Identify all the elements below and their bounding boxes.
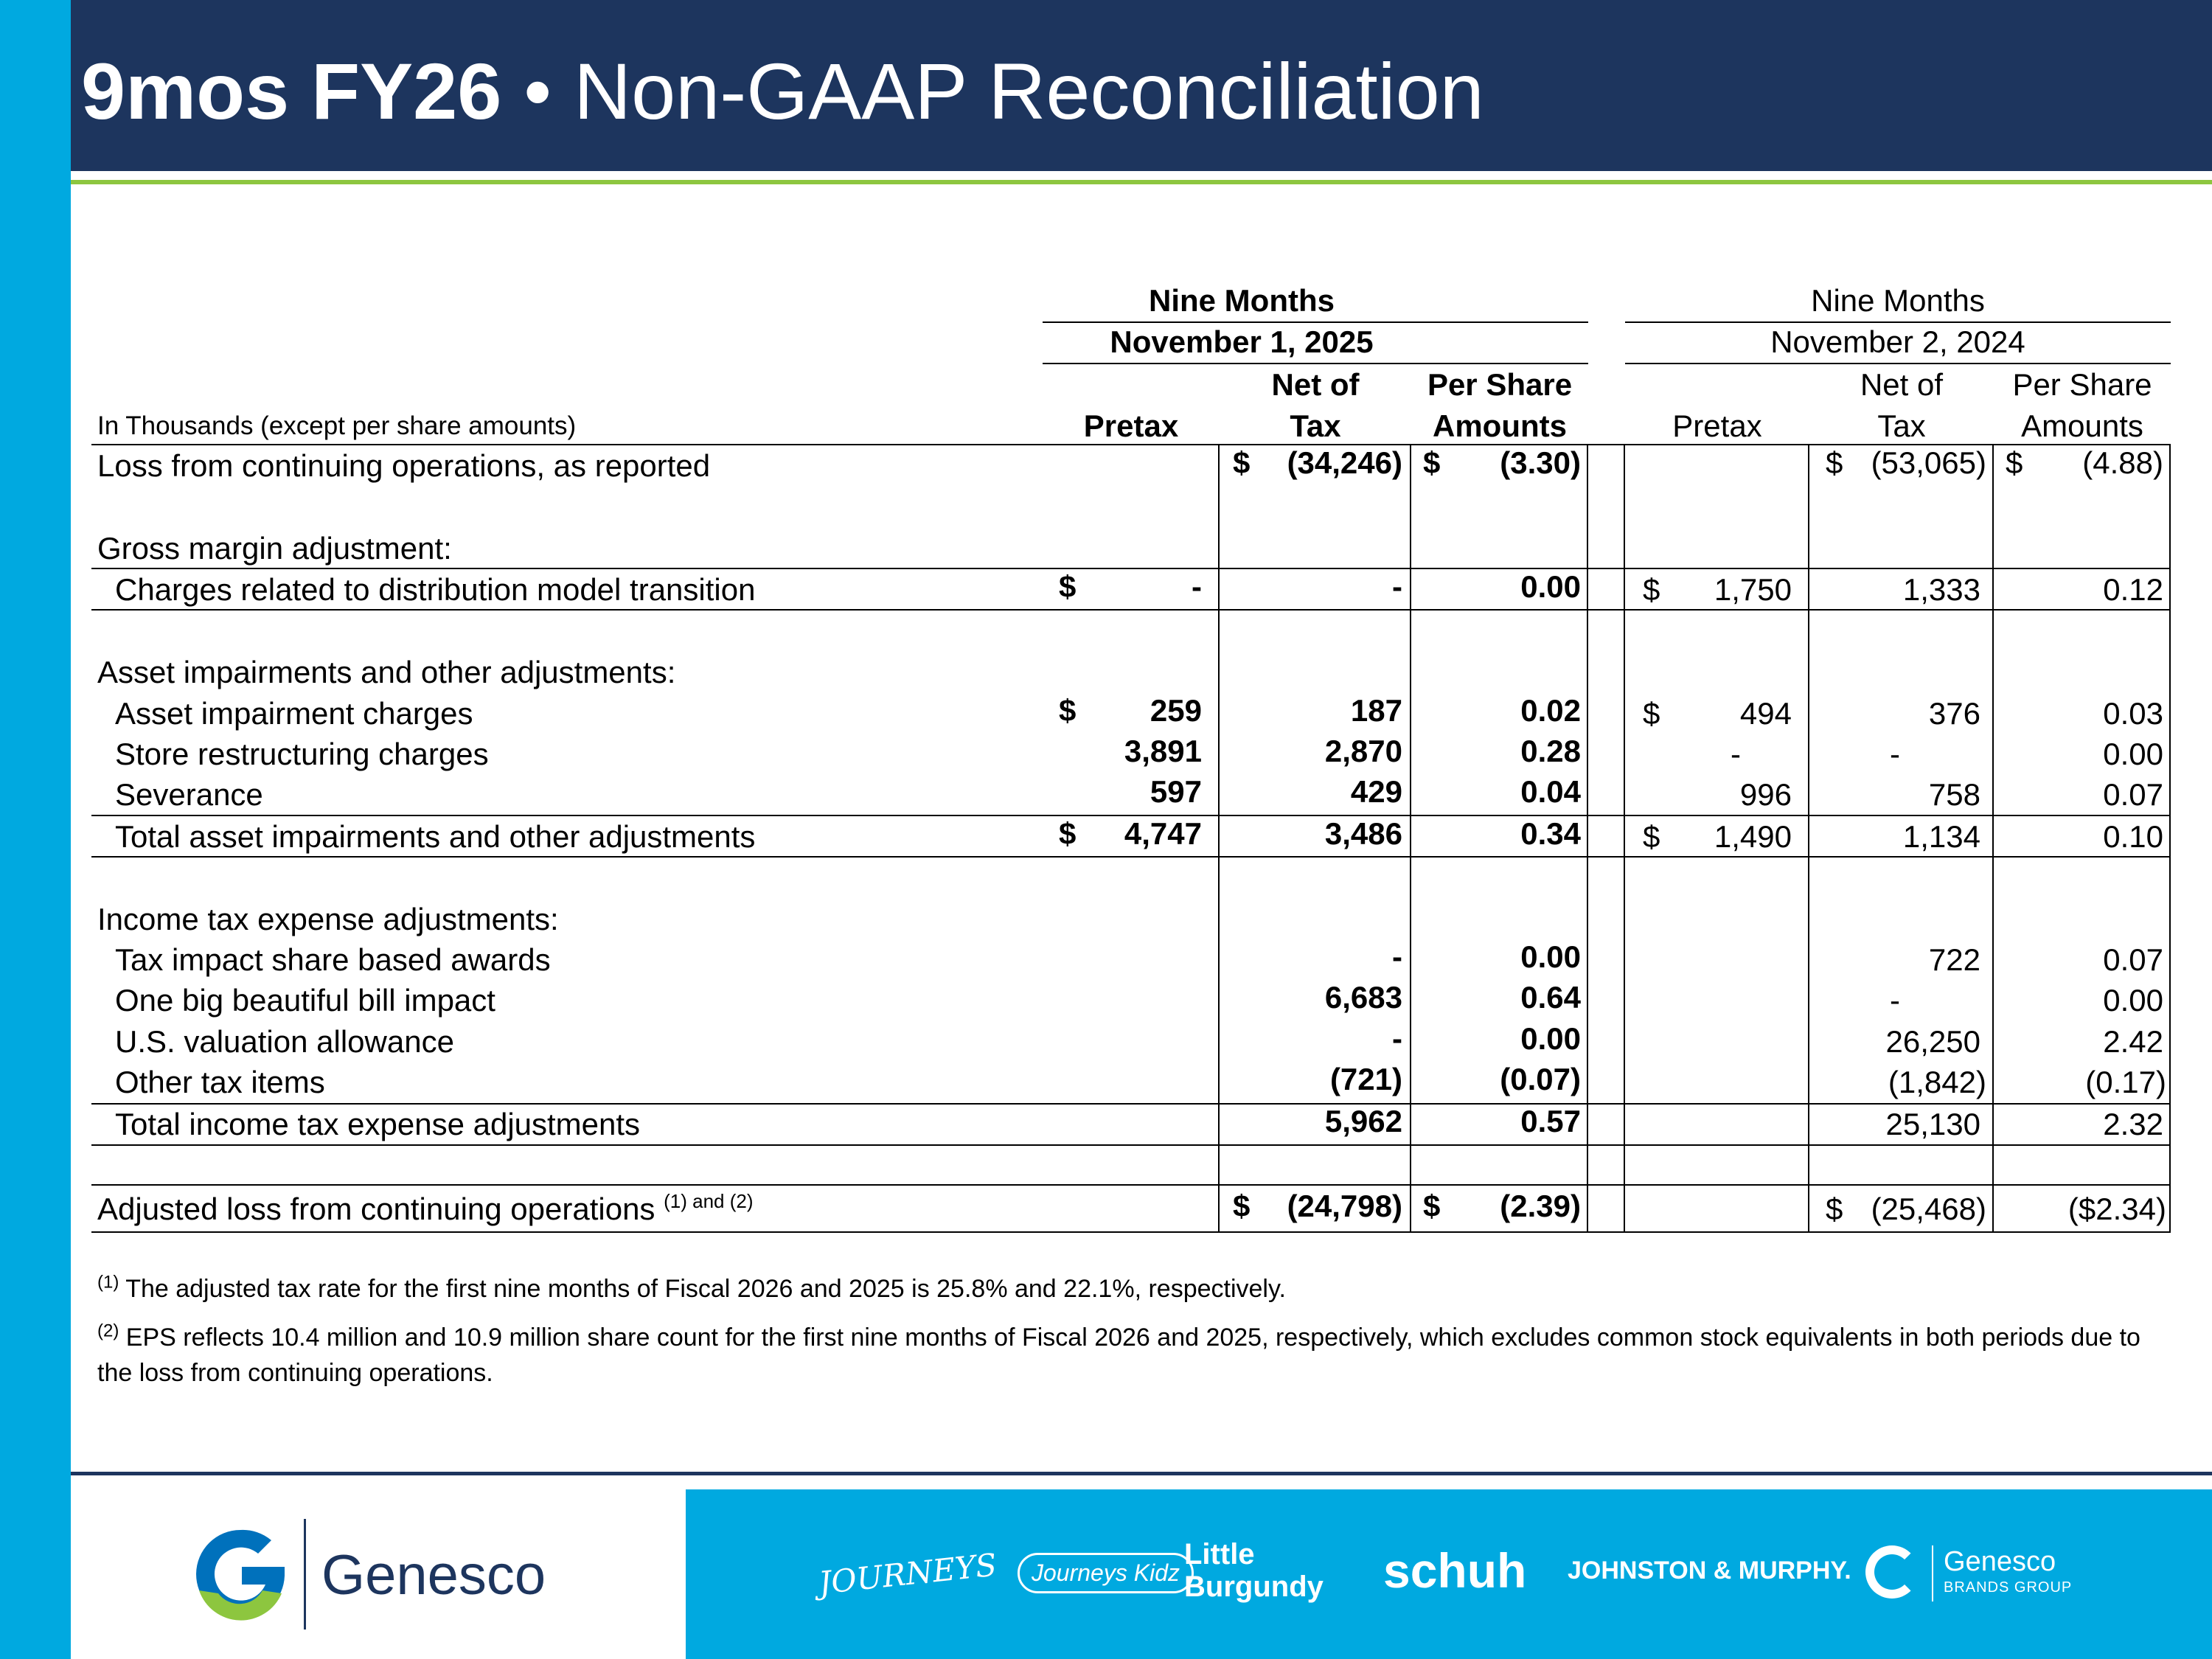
cell-net24: 25,130 [1885, 1107, 1980, 1141]
header-accent-line [71, 180, 2212, 184]
gbg-divider [1932, 1545, 1933, 1601]
cell-ps25: 0.64 [1520, 980, 1581, 1015]
col-pretax-2024: Pretax [1672, 408, 1762, 443]
brand-little: Little [1184, 1538, 1255, 1571]
col-net-top-2024: Net of [1860, 367, 1944, 402]
footer-brands-band [686, 1489, 2212, 1659]
cell-ps24: ($2.34) [2067, 1192, 2166, 1226]
vrule-ps24-right [2169, 444, 2171, 1231]
cell-ps25: 0.00 [1520, 939, 1581, 974]
cell-pre24: - [1731, 737, 1741, 771]
cell-ps24: (4.88) [2082, 445, 2163, 480]
cell-pre24: 1,490 [1714, 819, 1792, 854]
cell-ps25: 0.00 [1520, 1021, 1581, 1056]
cell-ps24: 0.07 [2103, 777, 2163, 812]
row-label-loss-reported: Loss from continuing operations, as reported [97, 448, 711, 483]
units-label: In Thousands (except per share amounts) [97, 411, 577, 440]
cell-pre24: 1,750 [1714, 572, 1792, 607]
vrule-ps25-right [1587, 444, 1588, 1231]
row-label-distribution: Charges related to distribution model transition [115, 572, 756, 607]
cell-net24: (1,842) [1888, 1065, 1986, 1099]
cell-net25: 2,870 [1324, 734, 1402, 768]
cell-ps25: 0.00 [1520, 569, 1581, 604]
cell-ps24: 2.42 [2103, 1024, 2163, 1059]
cell-ps25: 0.28 [1520, 734, 1581, 768]
cell-ps25: (0.07) [1500, 1062, 1581, 1096]
left-accent-bar [0, 0, 71, 1659]
genesco-logo-icon [189, 1523, 292, 1626]
cell-sym: $ [1059, 816, 1077, 851]
cell-net25: 6,683 [1324, 980, 1402, 1015]
row-label-other-tax: Other tax items [115, 1065, 325, 1099]
col-net-bottom-2025: Tax [1290, 408, 1341, 443]
col-ps-top-2025: Per Share [1427, 367, 1573, 402]
col-net-bottom-2024: Tax [1877, 408, 1926, 443]
footnote-ref: (1) and (2) [664, 1190, 754, 1212]
cell-pre25: 259 [1150, 693, 1202, 728]
page-title: 9mos FY26 • Non-GAAP Reconciliation [81, 46, 1484, 136]
cell-sym: $ [1826, 1192, 1843, 1226]
row-label-big-bill: One big beautiful bill impact [115, 983, 495, 1018]
cell-sym: $ [1059, 569, 1077, 604]
row-label-gross-margin: Gross margin adjustment: [97, 531, 452, 566]
gbg-sub: BRANDS GROUP [1944, 1579, 2073, 1596]
cell-net25: (34,246) [1287, 445, 1402, 480]
brand-burgundy: Burgundy [1184, 1571, 1324, 1603]
cell-net25: (24,798) [1287, 1189, 1402, 1223]
row-label-total-asset: Total asset impairments and other adjustments [115, 819, 756, 854]
col-net-top-2025: Net of [1271, 367, 1360, 402]
footer-rule [71, 1472, 2212, 1475]
rule-adjusted-top [91, 1184, 2171, 1186]
row-label-asset-header: Asset impairments and other adjustments: [97, 655, 676, 689]
cell-sym: $ [1423, 445, 1441, 480]
cell-sym: $ [1233, 1189, 1251, 1223]
cell-net25: - [1392, 1021, 1402, 1056]
group-2024-line1: Nine Months [1811, 283, 1985, 318]
genesco-wordmark: Genesco [321, 1544, 546, 1607]
cell-net24: 758 [1928, 777, 1980, 812]
cell-sym: $ [2006, 445, 2023, 480]
reconciliation-table [91, 280, 2171, 1239]
brand-journeys: JOURNEYS [817, 1546, 999, 1601]
cell-ps24: (0.17) [2085, 1065, 2166, 1099]
cell-net24: 1,333 [1902, 572, 1980, 607]
cell-pre25: 597 [1150, 774, 1202, 809]
row-label-valuation: U.S. valuation allowance [115, 1024, 454, 1059]
cell-ps25: (3.30) [1500, 445, 1581, 480]
row-label-tax-awards: Tax impact share based awards [115, 942, 551, 977]
cell-ps25: 0.57 [1520, 1104, 1581, 1138]
row-label-severance: Severance [115, 777, 263, 812]
cell-ps24: 0.03 [2103, 696, 2163, 731]
col-ps-bottom-2025: Amounts [1433, 408, 1567, 443]
footnote-2: $^{(2)}$ EPS reflects 10.4 million and 10.9 million share count for the first nine months of Fiscal 2026 and 2025, respectively, which excludes common stock equivalents in both periods due to the loss from continuing operations. [97, 1321, 2140, 1387]
cell-sym: $ [1643, 696, 1660, 731]
cell-ps24: 0.07 [2103, 942, 2163, 977]
cell-net24: - [1890, 737, 1900, 771]
cell-net24: 1,134 [1902, 819, 1980, 854]
col-ps-bottom-2024: Amounts [2021, 408, 2143, 443]
cell-net25: 187 [1350, 693, 1402, 728]
cell-ps25: 0.34 [1520, 816, 1581, 851]
cell-net25: - [1392, 569, 1402, 604]
footnote-1: $^{(1)}$ The adjusted tax rate for the first nine months of Fiscal 2026 and 2025 is 25.8% and 22.1%, respectively. [97, 1272, 1286, 1303]
row-label-store-restructuring: Store restructuring charges [115, 737, 489, 771]
cell-sym: $ [1826, 445, 1843, 480]
cell-ps25: 0.04 [1520, 774, 1581, 809]
cell-pre24: 996 [1739, 777, 1792, 812]
col-pretax-2025: Pretax [1083, 408, 1179, 443]
cell-net25: (721) [1329, 1062, 1402, 1096]
cell-net24: (25,468) [1871, 1192, 1986, 1226]
cell-ps24: 0.10 [2103, 819, 2163, 854]
group-2024-line2: November 2, 2024 [1770, 324, 2025, 359]
group-2025-line2: November 1, 2025 [1110, 324, 1374, 359]
cell-ps24: 2.32 [2103, 1107, 2163, 1141]
cell-net24: (53,065) [1871, 445, 1986, 480]
cell-net24: 26,250 [1885, 1024, 1980, 1059]
cell-sym: $ [1233, 445, 1251, 480]
cell-ps25: 0.02 [1520, 693, 1581, 728]
cell-net24: 722 [1928, 942, 1980, 977]
brand-journeys-kidz: Journeys Kidz [1018, 1553, 1194, 1593]
footer-logo-area [71, 1489, 686, 1659]
cell-pre25: - [1192, 569, 1202, 604]
cell-ps24: 0.12 [2103, 572, 2163, 607]
cell-pre24: 494 [1739, 696, 1792, 731]
row-label-tax-header: Income tax expense adjustments: [97, 902, 559, 936]
row-label-adjusted-loss: Adjusted loss from continuing operations $^{(1) and (2)}$ [97, 1190, 754, 1226]
cell-net25: - [1392, 939, 1402, 974]
cell-pre25: 4,747 [1124, 816, 1202, 851]
cell-pre25: 3,891 [1124, 734, 1202, 768]
cell-net24: - [1890, 983, 1900, 1018]
cell-net25: 3,486 [1324, 816, 1402, 851]
brand-schuh: schuh [1383, 1543, 1527, 1598]
cell-net24: 376 [1928, 696, 1980, 731]
brand-johnston-murphy: JOHNSTON & MURPHY. [1568, 1557, 1851, 1585]
cell-sym: $ [1423, 1189, 1441, 1223]
cell-net25: 5,962 [1324, 1104, 1402, 1138]
cell-sym: $ [1643, 572, 1660, 607]
row-label-total-tax: Total income tax expense adjustments [115, 1107, 641, 1141]
group-2025-line1: Nine Months [1149, 283, 1335, 318]
cell-sym: $ [1059, 693, 1077, 728]
footnotes [97, 1271, 2147, 1404]
gbg-name: Genesco [1944, 1546, 2056, 1577]
cell-ps24: 0.00 [2103, 983, 2163, 1018]
row-label-asset-impairment: Asset impairment charges [115, 696, 473, 731]
cell-net25: 429 [1350, 774, 1402, 809]
col-ps-top-2024: Per Share [2012, 367, 2152, 402]
footer-divider [304, 1519, 306, 1630]
cell-sym: $ [1643, 819, 1660, 854]
gbg-logo-icon [1865, 1545, 1919, 1599]
cell-ps25: (2.39) [1500, 1189, 1581, 1223]
cell-ps24: 0.00 [2103, 737, 2163, 771]
